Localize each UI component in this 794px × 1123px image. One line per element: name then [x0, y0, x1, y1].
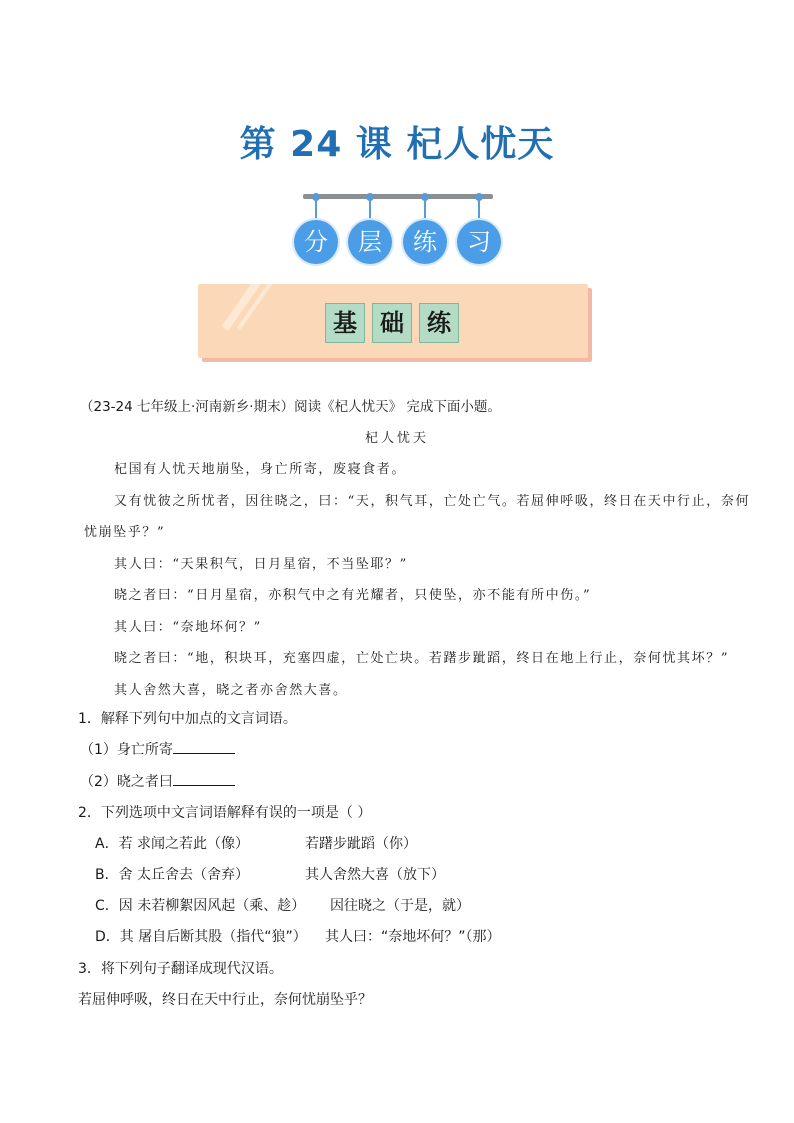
passage-line: 忧崩坠乎？” [84, 525, 166, 540]
passage-line: 其人舍然大喜，晓之者亦舍然大喜。 [114, 683, 348, 698]
passage-line: 其人曰：“天果积气，日月星宿，不当坠耶？” [114, 557, 408, 572]
question-2-option-d-example: 其人曰：“奈地坏何？”（那） [325, 929, 501, 945]
passage-line: 晓之者曰：“地，积块耳，充塞四虚，亡处亡块。若躇步跐蹈，终日在地上行止，奈何忧其坏？” [114, 651, 730, 666]
question-2-option-c-example: 因往晓之（于是，就） [330, 898, 470, 914]
hanger-string [424, 196, 426, 222]
passage-title: 杞人忧天 [364, 431, 429, 446]
section-bubble: 分 [294, 220, 338, 264]
question-1-item-text: （2）晓之者曰 [80, 774, 173, 790]
question-1-item-text: （1）身亡所寄 [80, 742, 173, 758]
section-bubble: 练 [403, 220, 447, 264]
answer-blank[interactable] [173, 739, 235, 754]
banner-tile: 础 [372, 303, 412, 343]
hanger-string [478, 196, 480, 222]
question-2-option-d: D．其 屠自后断其股（指代“狼”） [95, 929, 307, 945]
hanger-bar [303, 194, 493, 199]
passage-line: 又有忧彼之所忧者，因往晓之，曰：“天，积气耳，亡处亡气。若屈伸呼吸，终日在天中行止，奈何 [114, 494, 751, 509]
question-2-option-c: C．因 未若柳絮因风起（乘、趁） [95, 898, 306, 914]
question-3-sentence: 若屈伸呼吸，终日在天中行止，奈何忧崩坠乎？ [78, 992, 372, 1008]
question-2-stem: 2．下列选项中文言词语解释有误的一项是（ ） [78, 805, 372, 821]
question-2-option-a-example: 若躇步跐蹈（你） [305, 836, 417, 852]
question-2-option-a: A．若 求闻之若此（像） [95, 836, 250, 852]
passage-line: 晓之者曰：“日月星宿，亦积气中之有光耀者，只使坠，亦不能有所中伤。” [114, 588, 592, 603]
question-1-item [80, 771, 235, 791]
banner-tile: 基 [325, 303, 365, 343]
question-2-option-b: B．舍 太丘舍去（舍弃） [95, 867, 250, 883]
question-2-option-b-example: 其人舍然大喜（放下） [305, 867, 445, 883]
passage-line: 杞国有人忧天地崩坠，身亡所寄，废寝食者。 [114, 462, 407, 477]
hanger-string [315, 196, 317, 222]
reading-intro: （23-24 七年级上·河南新乡·期末）阅读《杞人忧天》 完成下面小题。 [80, 399, 501, 415]
passage-line: 其人曰：“奈地坏何？” [114, 620, 262, 635]
question-3-stem: 3．将下列句子翻译成现代汉语。 [78, 961, 283, 977]
section-bubble: 层 [348, 220, 392, 264]
banner-tile: 练 [419, 303, 459, 343]
question-1-stem: 1．解释下列句中加点的文言词语。 [78, 711, 297, 727]
section-bubble: 习 [457, 220, 501, 264]
answer-blank[interactable] [173, 771, 235, 786]
lesson-title: 第 24 课 杞人忧天 [239, 124, 555, 165]
question-1-item [80, 739, 235, 759]
hanger-string [369, 196, 371, 222]
